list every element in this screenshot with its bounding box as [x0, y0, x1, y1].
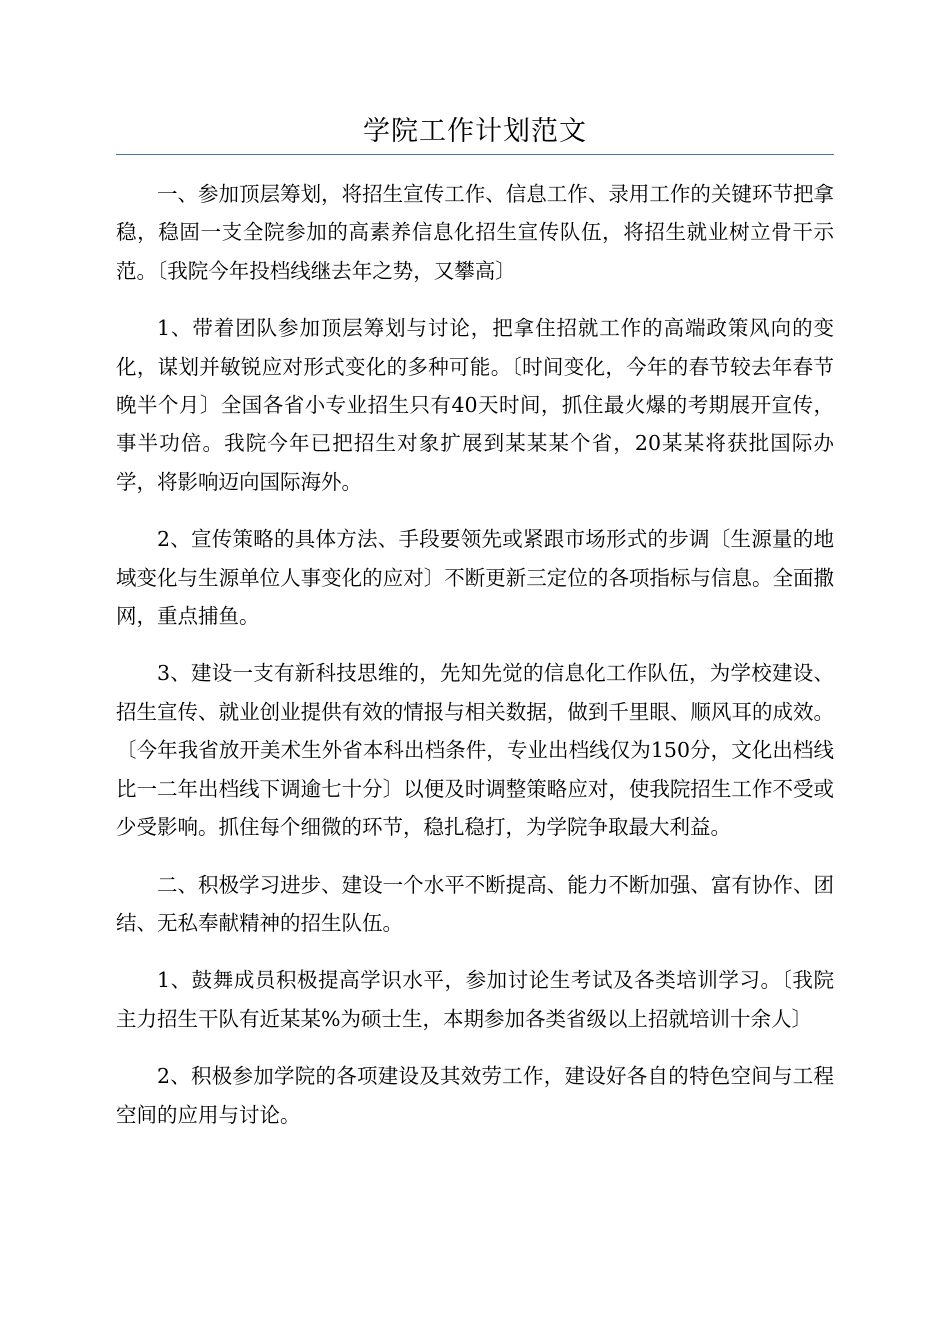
- document-body: [116, 175, 834, 1153]
- title-underline: [116, 154, 834, 155]
- paragraph: 二、积极学习进步、建设一个水平不断提高、能力不断加强、富有协作、团结、无私奉献精神的招生队伍。: [116, 872, 834, 935]
- paragraph: 3、建设一支有新科技思维的，先知先觉的信息化工作队伍，为学校建设、招生宣传、就业创业提供有效的情报与相关数据，做到千里眼、顺风耳的成效。〔今年我省放开美术生外省本科出档条件，专业出档线仅为150分，文化出档线比一二年出档线下调逾七十分〕以便及时调整策略应对，使我院招生工作不受或少受影响。抓住每个细微的环节，稳扎稳打，为学院争取最大利益。: [116, 661, 834, 840]
- paragraph: 1、鼓舞成员积极提高学识水平，参加讨论生考试及各类培训学习。〔我院主力招生干队有近某某%为硕士生，本期参加各类省级以上招就培训十余人〕: [116, 968, 834, 1031]
- paragraph: 1、带着团队参加顶层筹划与讨论，把拿住招就工作的高端政策风向的变化，谋划并敏锐应对形式变化的多种可能。〔时间变化，今年的春节较去年春节晚半个月〕全国各省小专业招生只有40天时间，抓住最火爆的考期展开宣传，事半功倍。我院今年已把招生对象扩展到某某某个省，20某某将获批国际办学，将影响迈向国际海外。: [116, 316, 834, 494]
- paragraph: 2、宣传策略的具体方法、手段要领先或紧跟市场形式的步调〔生源量的地域变化与生源单位人事变化的应对〕不断更新三定位的各项指标与信息。全面撒网，重点捕鱼。: [116, 527, 834, 629]
- document-title: 学院工作计划范文: [363, 116, 587, 147]
- paragraph: 2、积极参加学院的各项建设及其效劳工作，建设好各自的特色空间与工程空间的应用与讨论。: [116, 1064, 834, 1127]
- paragraph: 一、参加顶层筹划，将招生宣传工作、信息工作、录用工作的关键环节把拿稳，稳固一支全院参加的高素养信息化招生宣传队伍，将招生就业树立骨干示范。〔我院今年投档线继去年之势，又攀高〕: [116, 182, 834, 283]
